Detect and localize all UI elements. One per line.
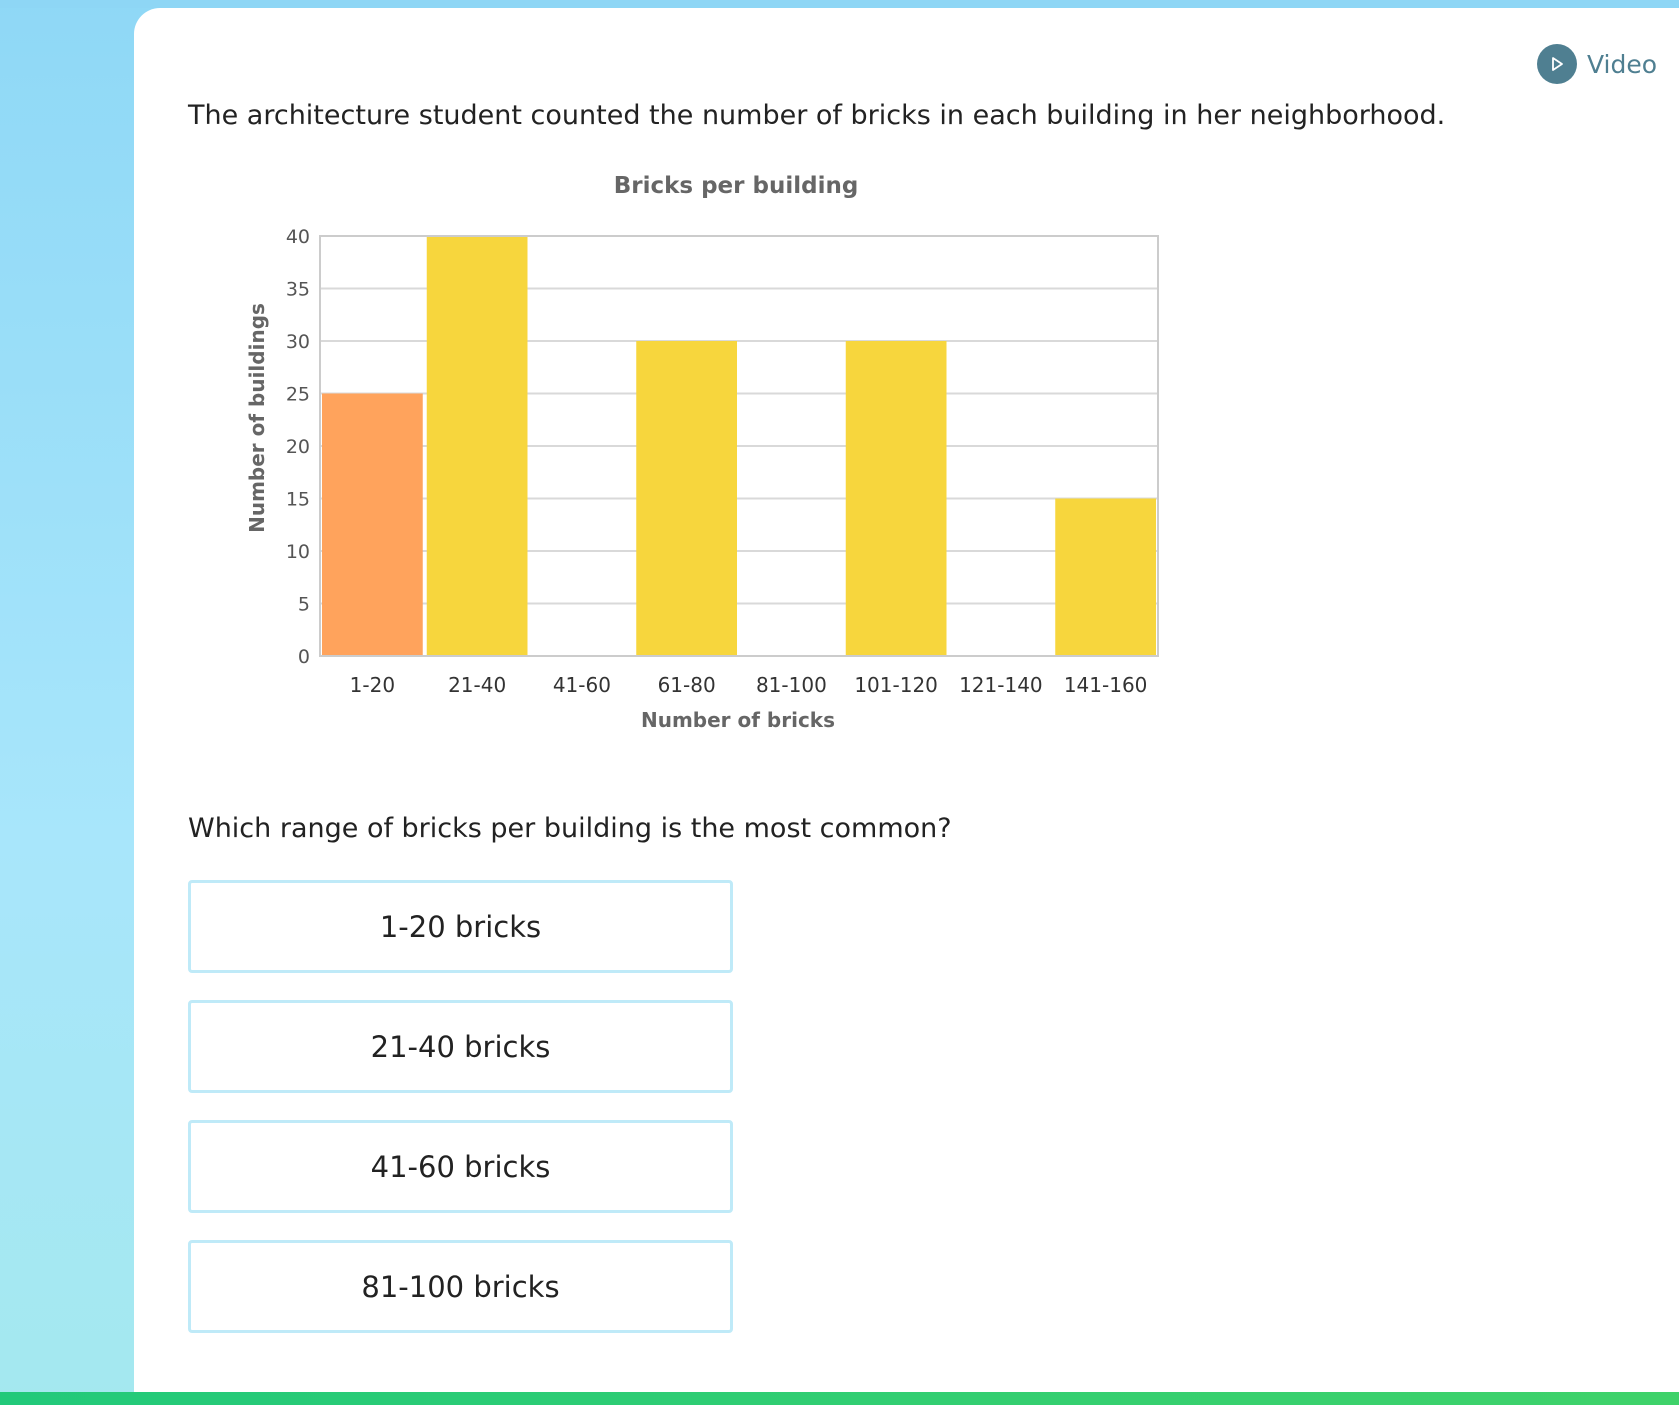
x-tick-label: 41-60 [552, 673, 611, 697]
answer-options [188, 880, 733, 1360]
x-tick-label: 141-160 [1063, 673, 1148, 697]
bar-141-160 [1055, 499, 1156, 657]
chart-title: Bricks per building [613, 173, 859, 199]
answer-option-21-40[interactable]: 21-40 bricks [188, 1000, 733, 1093]
bar-chart [230, 170, 1190, 750]
x-axis-label: Number of bricks [640, 708, 836, 732]
y-tick-label: 10 [285, 541, 310, 563]
y-tick-label: 0 [297, 646, 310, 668]
video-button[interactable] [1537, 44, 1657, 84]
x-tick-label: 61-80 [657, 673, 716, 697]
x-tick-label: 1-20 [349, 673, 396, 697]
y-tick-label: 35 [285, 278, 310, 301]
y-tick-label: 20 [285, 436, 310, 458]
y-axis-label: Number of buildings [245, 303, 269, 533]
y-tick-label: 5 [297, 593, 310, 616]
y-tick-label: 15 [285, 488, 310, 511]
answer-option-81-100[interactable]: 81-100 bricks [188, 1240, 733, 1333]
x-tick-label: 81-100 [755, 673, 827, 697]
play-icon [1537, 44, 1577, 84]
x-tick-label: 21-40 [448, 673, 507, 697]
y-tick-label: 40 [285, 226, 310, 248]
x-tick-label: 101-120 [854, 673, 938, 697]
bar-61-80 [636, 341, 737, 656]
question-text: Which range of bricks per building is the most common? [188, 813, 952, 844]
y-tick-label: 30 [285, 331, 310, 353]
answer-option-1-20[interactable]: 1-20 bricks [188, 880, 733, 973]
top-strip [0, 0, 1679, 8]
problem-prompt: The architecture student counted the number of bricks in each building in her neighborhood. [188, 100, 1446, 131]
bar-21-40 [427, 236, 528, 656]
bar-1-20 [322, 394, 423, 657]
bar-101-120 [846, 341, 947, 656]
x-tick-label: 121-140 [959, 673, 1043, 697]
video-label: Video [1587, 49, 1658, 79]
answer-option-41-60[interactable]: 41-60 bricks [188, 1120, 733, 1213]
bottom-bar [0, 1392, 1679, 1405]
y-tick-label: 25 [285, 383, 310, 406]
